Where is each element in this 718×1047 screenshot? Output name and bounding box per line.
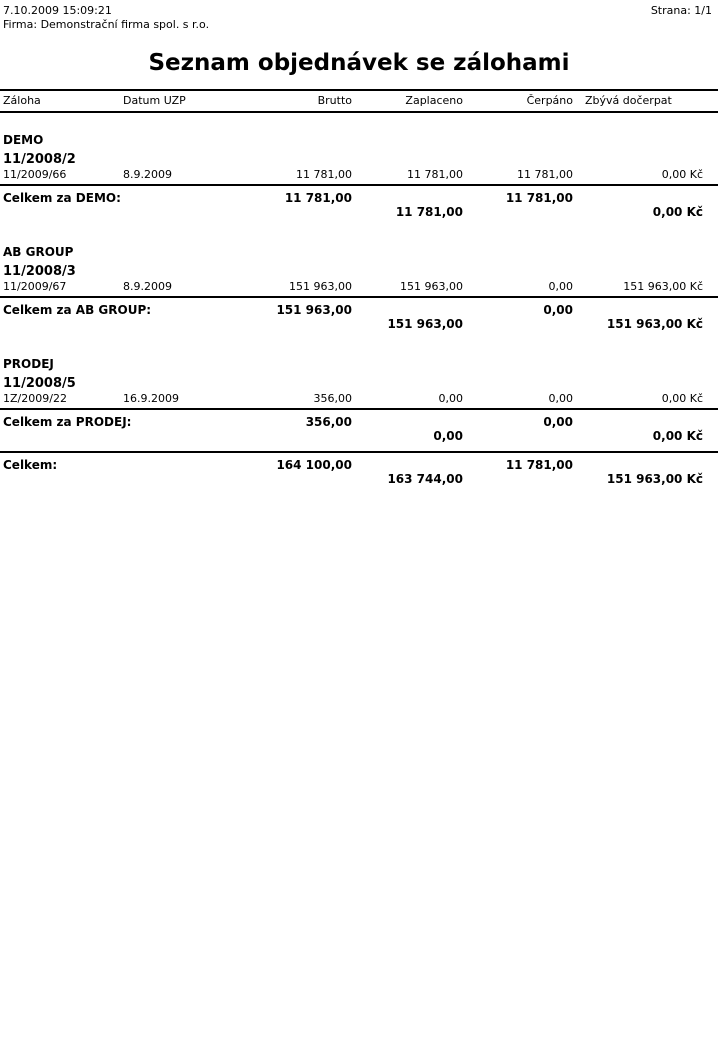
- table-row: [0, 392, 703, 405]
- group-total-zaplaceno: 11 781,00: [395, 205, 463, 219]
- group-name: AB GROUP: [3, 245, 74, 259]
- column-header-zbyva-docerpat: Zbývá dočerpat: [585, 94, 672, 107]
- group-total-row-1: [0, 415, 703, 429]
- group-total-cerpano: 0,00: [543, 415, 573, 429]
- group-section: [0, 357, 718, 443]
- group-total-zbyva-docerpat: 151 963,00 Kč: [606, 317, 703, 331]
- cell-brutto: 151 963,00: [289, 280, 352, 293]
- table-row: [0, 280, 703, 293]
- empty-cell: [463, 429, 573, 443]
- grand-total-cerpano: 11 781,00: [505, 458, 573, 472]
- group-total-brutto: 356,00: [305, 415, 352, 429]
- group-name: DEMO: [3, 133, 44, 147]
- order-number: 11/2008/5: [3, 376, 76, 391]
- empty-cell: [0, 429, 242, 443]
- cell-brutto: 11 781,00: [296, 168, 352, 181]
- empty-cell: [242, 429, 352, 443]
- column-header-cerpano: Čerpáno: [526, 94, 573, 107]
- group-total-zbyva-docerpat: 0,00 Kč: [652, 205, 703, 219]
- column-header-zaplaceno: Zaplaceno: [405, 94, 463, 107]
- order-number: 11/2008/3: [3, 264, 76, 279]
- group-total-zaplaceno: 151 963,00: [387, 317, 463, 331]
- separator-line: [0, 451, 718, 453]
- group-total-row-2: [0, 429, 703, 443]
- empty-cell: [242, 205, 352, 219]
- group-total-zaplaceno: 0,00: [433, 429, 463, 443]
- grand-total-brutto: 164 100,00: [276, 458, 352, 472]
- cell-datum-uzp: 16.9.2009: [123, 392, 179, 405]
- grand-total-label: Celkem:: [3, 458, 58, 472]
- cell-zaloha: 1Z/2009/22: [3, 392, 67, 405]
- empty-cell: [463, 317, 573, 331]
- cell-cerpano: 11 781,00: [517, 168, 573, 181]
- table-row: [0, 168, 703, 181]
- report-meta-row: [0, 0, 718, 18]
- empty-cell: [352, 191, 463, 205]
- cell-zaplaceno: 11 781,00: [407, 168, 463, 181]
- empty-cell: [0, 317, 242, 331]
- column-header-datum-uzp: Datum UZP: [123, 94, 186, 107]
- empty-cell: [0, 472, 242, 486]
- column-header-zaloha: Záloha: [3, 94, 41, 107]
- group-total-row-1: [0, 303, 703, 317]
- report-title: Seznam objednávek se zálohami: [148, 50, 570, 76]
- separator-line: [0, 408, 718, 410]
- company-line: Firma: Demonstrační firma spol. s r.o.: [3, 18, 210, 31]
- cell-cerpano: 0,00: [548, 280, 573, 293]
- group-total-row-2: [0, 205, 703, 219]
- group-total-cerpano: 11 781,00: [505, 191, 573, 205]
- cell-datum-uzp: 8.9.2009: [123, 280, 172, 293]
- empty-cell: [352, 458, 463, 472]
- cell-datum-uzp: 8.9.2009: [123, 168, 172, 181]
- group-total-brutto: 151 963,00: [276, 303, 352, 317]
- grand-total-zbyva-docerpat: 151 963,00 Kč: [606, 472, 703, 486]
- cell-brutto: 356,00: [313, 392, 352, 405]
- column-header-brutto: Brutto: [317, 94, 352, 107]
- cell-zaloha: 11/2009/66: [3, 168, 67, 181]
- group-total-label: Celkem za DEMO:: [3, 191, 121, 205]
- empty-cell: [0, 205, 242, 219]
- grand-total-row-2: [0, 472, 703, 486]
- table-header-row: [0, 94, 703, 108]
- cell-zaplaceno: 151 963,00: [400, 280, 463, 293]
- separator-line: [0, 296, 718, 298]
- group-total-row-1: [0, 191, 703, 205]
- empty-cell: [573, 303, 703, 317]
- group-total-label: Celkem za AB GROUP:: [3, 303, 152, 317]
- empty-cell: [463, 205, 573, 219]
- empty-cell: [573, 191, 703, 205]
- empty-cell: [242, 317, 352, 331]
- group-total-label: Celkem za PRODEJ:: [3, 415, 132, 429]
- cell-zaplaceno: 0,00: [438, 392, 463, 405]
- grand-total-row-1: [0, 458, 703, 472]
- group-total-zbyva-docerpat: 0,00 Kč: [652, 429, 703, 443]
- cell-zaloha: 11/2009/67: [3, 280, 67, 293]
- empty-cell: [352, 303, 463, 317]
- empty-cell: [573, 458, 703, 472]
- separator-line: [0, 184, 718, 186]
- empty-cell: [352, 415, 463, 429]
- empty-cell: [573, 415, 703, 429]
- page-number: Strana: 1/1: [650, 4, 712, 17]
- order-number: 11/2008/2: [3, 152, 76, 167]
- group-total-brutto: 11 781,00: [284, 191, 352, 205]
- cell-cerpano: 0,00: [548, 392, 573, 405]
- grand-total-zaplaceno: 163 744,00: [387, 472, 463, 486]
- cell-zbyva-docerpat: 151 963,00 Kč: [623, 280, 703, 293]
- group-section: [0, 245, 718, 331]
- group-total-row-2: [0, 317, 703, 331]
- group-name: PRODEJ: [3, 357, 54, 371]
- group-section: [0, 133, 718, 219]
- report-datetime: 7.10.2009 15:09:21: [3, 4, 112, 17]
- empty-cell: [463, 472, 573, 486]
- table-header: [0, 89, 718, 113]
- grand-total-section: [0, 451, 718, 486]
- empty-cell: [242, 472, 352, 486]
- cell-zbyva-docerpat: 0,00 Kč: [661, 168, 703, 181]
- group-total-cerpano: 0,00: [543, 303, 573, 317]
- cell-zbyva-docerpat: 0,00 Kč: [661, 392, 703, 405]
